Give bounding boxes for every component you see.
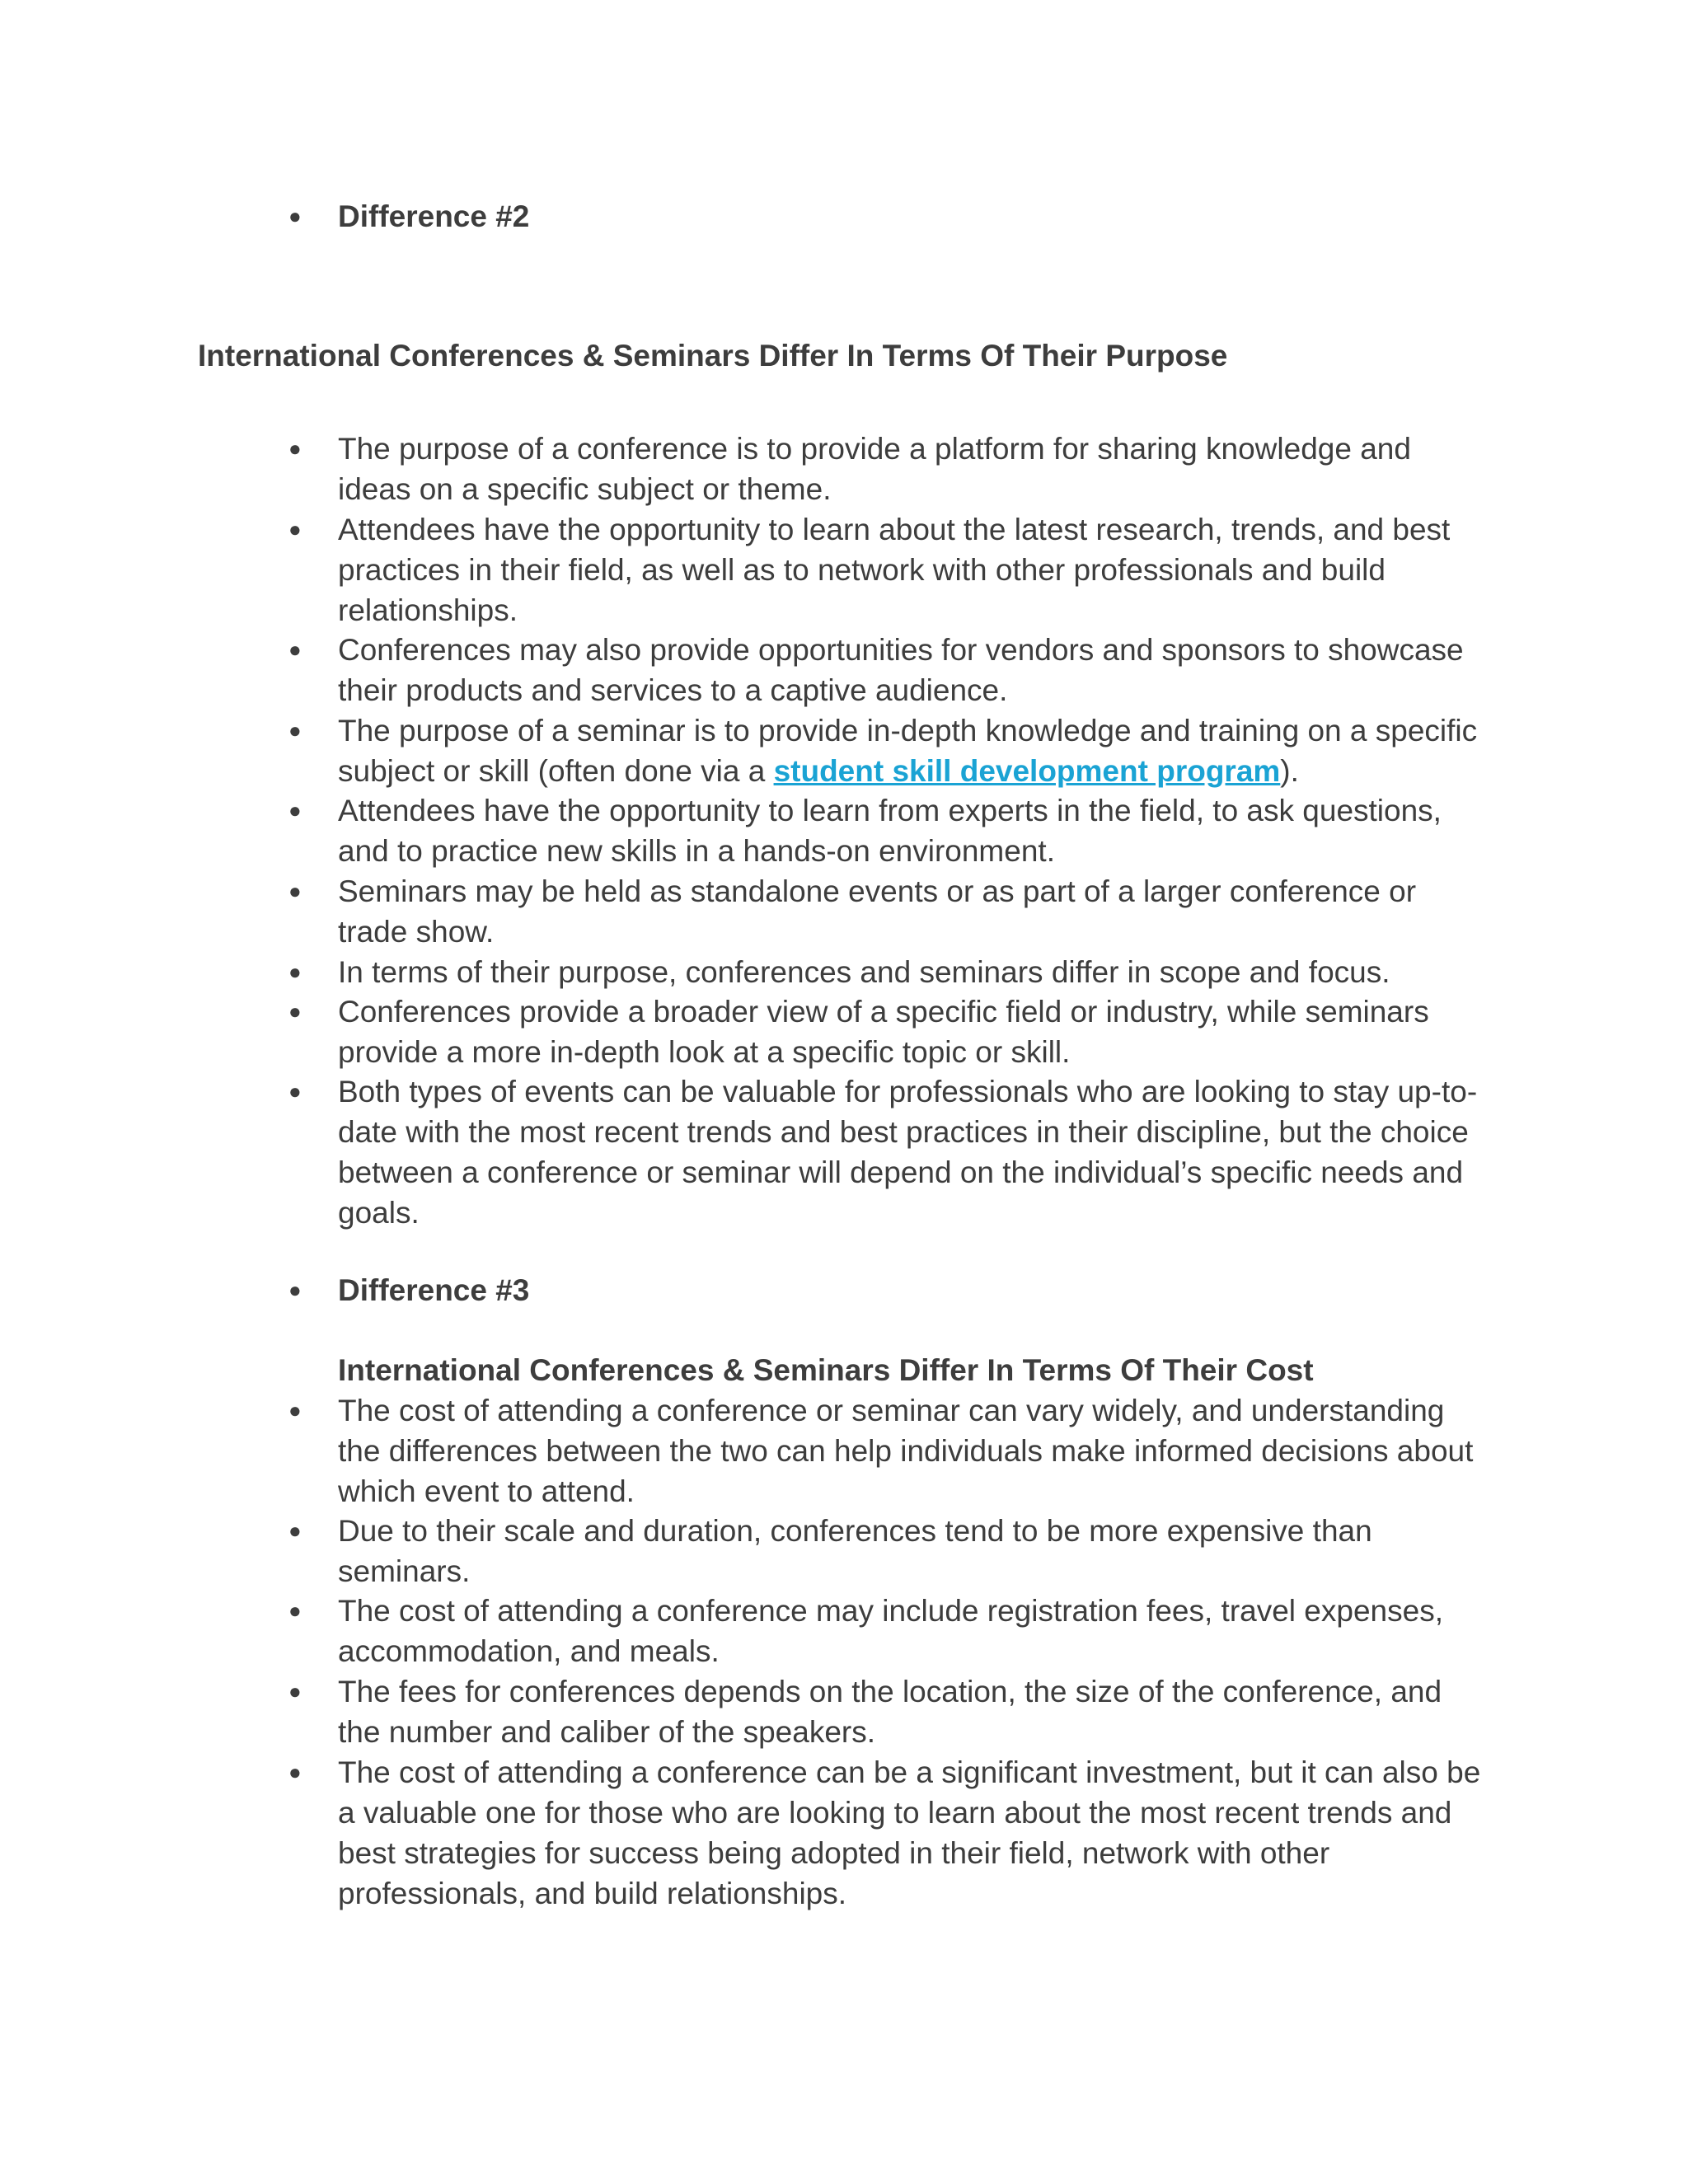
list-item: ● Attendees have the opportunity to learn from experts in the field, to ask questions, and to practice new skills in a hands-on environment.	[338, 790, 1492, 871]
list-item: ● Conferences provide a broader view of a specific field or industry, while seminars provide a more in-depth look at a specific topic or skill.	[338, 991, 1492, 1072]
list-item: ● Seminars may be held as standalone events or as part of a larger conference or trade show.	[338, 871, 1492, 952]
list-item: ● The cost of attending a conference may include registration fees, travel expenses, accommodation, and meals.	[338, 1591, 1492, 1671]
list-item: ● Attendees have the opportunity to learn about the latest research, trends, and best practices in their field, as well as to network with other professionals and build relationships.	[338, 509, 1492, 630]
list-item: ● Due to their scale and duration, conferences tend to be more expensive than seminars.	[338, 1511, 1492, 1591]
list-item: ● Conferences may also provide opportunities for vendors and sponsors to showcase their products and services to a captive audience.	[338, 630, 1492, 710]
difference-2-bullet	[338, 196, 1492, 237]
list-item: ● Both types of events can be valuable for professionals who are looking to stay up-to-date with the most recent trends and best practices in their discipline, but the choice between a conference or seminar will depend on the individual’s specific needs and goals.	[338, 1071, 1492, 1233]
difference-2-label: Difference #2	[338, 199, 530, 233]
student-skill-development-program-link[interactable]: student skill development program	[773, 754, 1281, 788]
difference-3-label: Difference #3	[338, 1273, 530, 1307]
difference-3-bullet	[338, 1270, 1492, 1310]
section-2-heading: International Conferences & Seminars Differ In Terms Of Their Purpose	[198, 339, 1228, 373]
list-item: ● The cost of attending a conference or seminar can vary widely, and understanding the differences between the two can help individuals make informed decisions about which event to attend.	[338, 1390, 1492, 1511]
list-item: ● In terms of their purpose, conferences and seminars differ in scope and focus.	[338, 952, 1492, 992]
section-3-heading: International Conferences & Seminars Differ In Terms Of Their Cost	[338, 1353, 1314, 1387]
list-item: ● The cost of attending a conference can be a significant investment, but it can also be a valuable one for those who are looking to learn about the most recent trends and best strategies for success being adopted in their field, network with other professionals, and build relationships.	[338, 1752, 1492, 1914]
list-item: ● The fees for conferences depends on the location, the size of the conference, and the number and caliber of the speakers.	[338, 1671, 1492, 1752]
list-item: ● The purpose of a conference is to provide a platform for sharing knowledge and ideas on a specific subject or theme.	[338, 429, 1492, 509]
list-item: ● The purpose of a seminar is to provide in-depth knowledge and training on a specific subject or skill (often done via a student skill development program).	[338, 710, 1492, 791]
